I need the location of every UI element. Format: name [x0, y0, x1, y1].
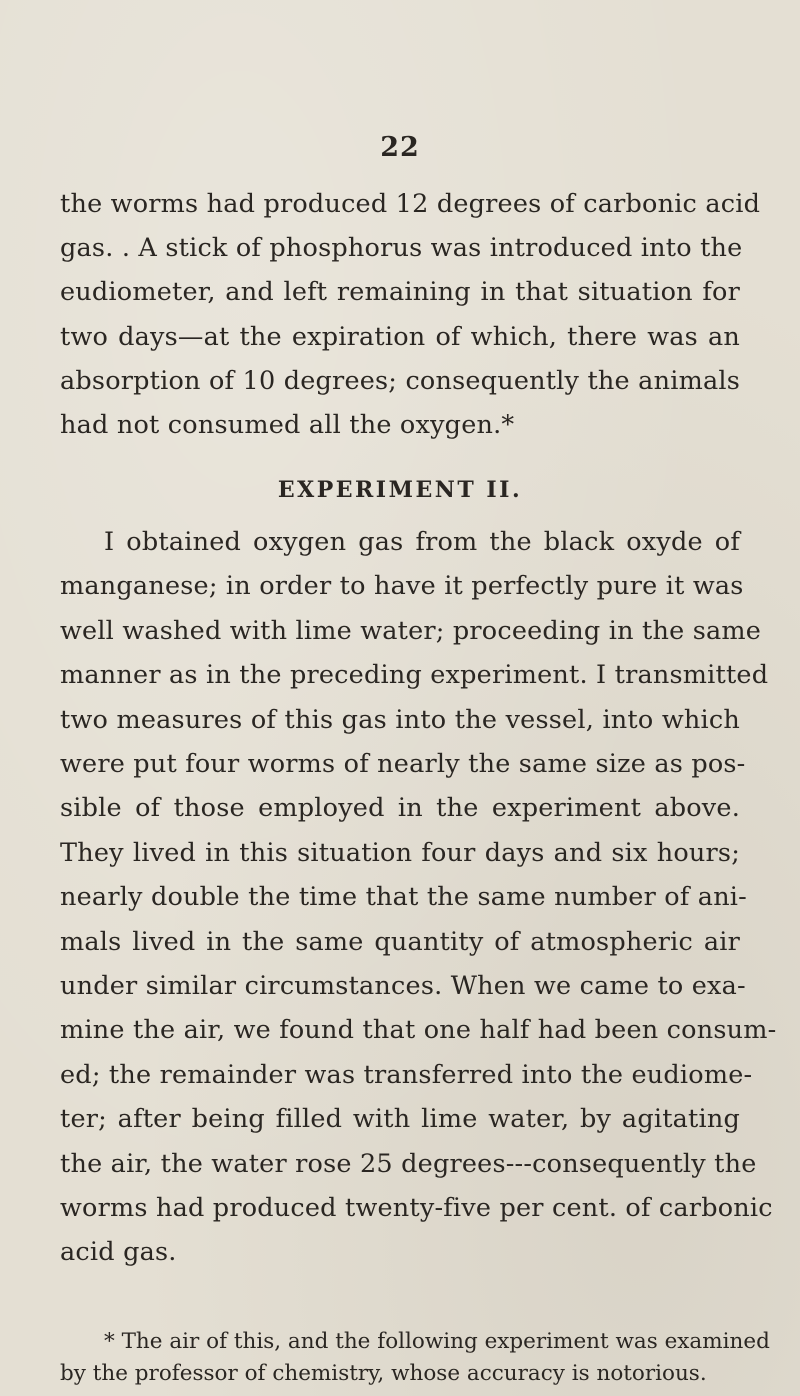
text-line: mals lived in the same quantity of atmospheric air — [60, 927, 740, 957]
text-line: sible of those employed in the experiment above. — [60, 793, 740, 823]
text-line: nearly double the time that the same number of ani- — [60, 882, 747, 912]
text-line: ter; after being filled with lime water, by agitating — [60, 1104, 740, 1134]
text-line: were put four worms of nearly the same size as pos- — [60, 749, 746, 779]
text-line: the worms had produced 12 degrees of carbonic acid — [60, 189, 761, 219]
text-line: manganese; in order to have it perfectly pure it was — [60, 571, 744, 601]
experiment-heading: EXPERIMENT II. — [277, 477, 523, 503]
text-line: the air, the water rose 25 degrees---consequently the — [60, 1149, 757, 1179]
text-line: well washed with lime water; proceeding in the same — [60, 616, 762, 646]
text-line: had not consumed all the oxygen.* — [60, 410, 515, 440]
page-number: 22 — [380, 132, 420, 163]
footnote-line: by the professor of chemistry, whose accuracy is notorious. — [60, 1361, 707, 1386]
text-line: manner as in the preceding experiment. I transmitted — [60, 660, 769, 690]
text-line: They lived in this situation four days and six hours; — [60, 838, 740, 868]
text-line: eudiometer, and left remaining in that situation for — [60, 277, 740, 307]
text-line: absorption of 10 degrees; consequently the animals — [60, 366, 740, 396]
text-line: two measures of this gas into the vessel, into which — [60, 705, 740, 735]
text-line: ed; the remainder was transferred into the eudiome- — [60, 1060, 753, 1090]
text-line: acid gas. — [60, 1237, 177, 1267]
text-line: two days—at the expiration of which, there was an — [60, 322, 740, 352]
text-line: worms had produced twenty-five per cent. of carbonic — [60, 1193, 773, 1223]
text-line: I obtained oxygen gas from the black oxyde of — [104, 527, 740, 557]
text-line: under similar circumstances. When we came to exa- — [60, 971, 746, 1001]
text-line: gas. . A stick of phosphorus was introduced into the — [60, 233, 743, 263]
text-line: mine the air, we found that one half had been consum- — [60, 1015, 777, 1045]
footnote-line: * The air of this, and the following experiment was examined — [104, 1329, 770, 1354]
